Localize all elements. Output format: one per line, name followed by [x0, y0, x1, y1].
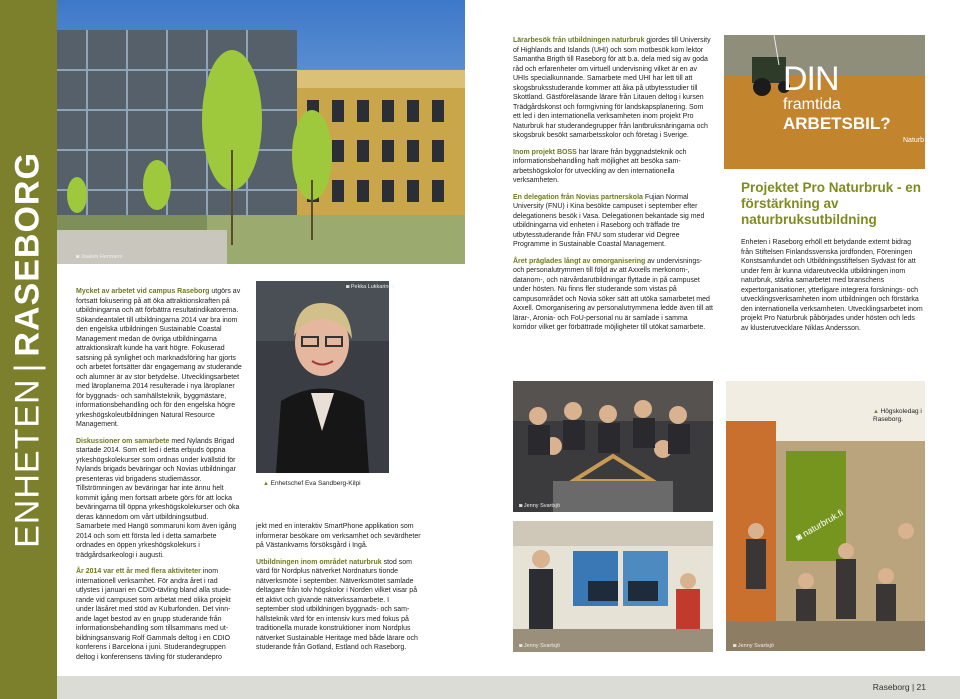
paragraph [76, 437, 242, 561]
paragraph [76, 287, 242, 430]
paragraph-lead: År 2014 var ett år med flera aktiviteter [76, 568, 201, 575]
paragraph-text: Fujian Normal University (FNU) i Kina besökte campuset i september efter delegationens besök i Vasa. Delegationen bekantade sig med utbildningarna vid enheten i Raseborg och träffade tre utbytesstuderande från FNU som studerar vid Degree Programme in Sustainable Coastal Management. [513, 193, 705, 248]
students-photo [513, 381, 713, 512]
paragraph-lead: Mycket av arbetet vid campus Raseborg [76, 288, 210, 295]
booth-photo [513, 521, 713, 652]
paragraph-text: stod som värd för Nordplus nätverket Nordnaturs tionde nätverksmöte i september. Nätverksmötet samlade deltagare från tolv högskolor i Norden vilket visar på ett aktivt och givande nätverkssamarbete. I september stod utbildningen byggnads- och samhällsteknik värd för en intensiv kurs med fokus på traditionella murade konstruktioner inom Nordplus nätverket Sustainable Heritage med både lärare och studerande från Gotland, Estland och Raseborg. [256, 558, 418, 651]
fair-caption: ▲ Högskoledag i Raseborg. [873, 408, 925, 424]
section-title-separator: | [8, 362, 47, 373]
paragraph-text: har lärare från byggnadsteknik och informationsbehandling haft möjlighet att besöka samarbetshögskolor för utveckling av den internationella verksamheten. [513, 148, 687, 184]
fair-banner-text: ◙ naturbruk.fi [794, 507, 845, 542]
portrait-photo-credit: ◙ Pekka Lukkarinen [346, 284, 395, 290]
section-title-light: ENHETEN [8, 378, 47, 548]
section-title [9, 152, 48, 548]
poster-subtitle: framtida [783, 96, 841, 113]
poster-logo: Naturb [903, 137, 925, 144]
paragraph-text: gjordes till University of Highlands and Islands (UHI) och som motbesök kom lektor Samantha Brigth till Raseborg för att b.a. dela med sig av goda råd och erfarenheter om virtuell undervisning vilket är en av UHIs specialkunnande. Samarbete med UHI har lett till att skogsbruksstuderande kommer att åka på utbytesstudier till Skottland. Gästföreläsande lärare från Litauen deltog i kursen Trädgårdskonst och formgivning för landskapsplanering. Som ett led i den internationella verksamheten inom projekt Pro Naturbruk har studerandegrupper från lantbruksnäringarna och skogsbruk besökt samarbetsskolor och företag i Sverige. [513, 37, 711, 139]
fair-photo-credit: ◙ Jenny Svartsjö [733, 643, 774, 649]
poster-title: DIN [783, 60, 839, 98]
portrait-photo [256, 281, 389, 473]
page-number: Raseborg | 21 [872, 682, 926, 692]
paragraph-lead: Året präglades långt av omorganisering [513, 257, 646, 265]
paragraph [513, 148, 713, 186]
paragraph-text: utgörs av fortsatt fokusering på att öka attraktionskraften på utbildningarna och att förbättra resultatindikatorerna. Sökandeantalet till utbildningarna 2014 var bra inom den engelska utbildningen Sustainable Coastal Management medan de övriga utbildningarna attraktionskraft kunde ha varit högre. Fokuserad satsning på synlighet och marknadsföring har gjorts och arbetet fortsätter där engagemang av studerande och alumner är av stor betydelse. Utvecklingsarbetet med läroplanerna 2014 resulterade i nya läroplaner för byggnads- och samhällsteknik, byggmästare, informationsbehandling och för den engelska högre yrkeshögskoleutbildningen Natural Resource Management. [76, 288, 242, 428]
text-column-1 [76, 287, 242, 669]
paragraph [256, 558, 422, 653]
paragraph [513, 257, 713, 333]
paragraph-lead: En delegation från Novias partnerskola [513, 193, 643, 201]
portrait-caption: ▲ Enhetschef Eva Sandberg-Kilpi [263, 480, 361, 487]
paragraph [76, 567, 242, 662]
paragraph-text: inom internationell verksamhet. För andra året i rad utlystes i januari en CDIO-tävling bland alla studerande vid campuset som arbetat med olika projekt under läsåret med stöd av Kulturfonden. Det vinnande laget bestod av en grupp studerande från informationsbehandling som tillsammans med utbildningsansvarig Rolf Gammals deltog i en CDIO konferens i Barcelona i juni. Studerandegruppen deltog i konferensens tävling för studerandepro [76, 568, 232, 661]
paragraph [513, 36, 713, 141]
section-title-bold: RASEBORG [8, 152, 47, 357]
paragraph-text: med Nylands Brigad startade 2014. Som ett led i detta erbjuds öppna yrkeshögskolekurser som ordnas under kvällstid för Nylands brigads beväringar och Novias utbildningar presenteras vid brigadens studiemässor. Tillströmningen av beväringar har inte ännu helt kommit igång men fortsatt arbete görs för att locka beväringarna till öppna yrkeshögskolekurser och öka deras kännedom om vårt utbildningsutbud. Samarbete med Hangö sommaruni kom även igång 2014 och som ett första led i detta samarbete ordnades en öppen yrkeshögskolekurs i trädgårdsarkeologi i augusti. [76, 437, 240, 559]
paragraph-lead: Diskussioner om samarbete [76, 437, 170, 445]
section-heading: Projektet Pro Naturbruk - en förstärkning av naturbruksutbildning [741, 180, 922, 227]
students-photo-credit: ◙ Jenny Svartsjö [519, 503, 560, 509]
booth-photo-credit: ◙ Jenny Svartsjö [519, 643, 560, 649]
text-column-4 [741, 238, 923, 340]
campus-photo [57, 0, 465, 264]
paragraph-text: av undervisnings- och personalutrymmen till följd av att Axxells merkonom-, datanom-, och närvårdarutbildningar flyttade in på campuset under hösten. Nu finns fler studerande som vistas på campusområdet och Novia söker sätt att utöka samarbetet med Axxell. Omorganisering av personalutrymmena ledde även till att lärar-, Aronia- och FoU-personal nu är samlade i samma korridor vilket ger förbättrade möjligheter till utökat samarbete. [513, 257, 713, 331]
text-column-3 [513, 36, 713, 340]
paragraph-lead: Utbildningen inom området naturbruk [256, 558, 382, 566]
section-sidebar [0, 0, 57, 699]
poster-tagline: ARBETSBIL? [783, 114, 891, 133]
paragraph [513, 193, 713, 250]
paragraph-text: jekt med en interaktiv SmartPhone applikation som informerar besökare om verksamhet och sevärdheter på Västankvarns försöksgård i Ingå. [256, 523, 421, 549]
paragraph-lead: Lärarbesök från utbildningen naturbruk [513, 37, 645, 44]
paragraph-text: Enheten i Raseborg erhöll ett betydande externt bidrag från Stiftelsen Finlandssvenska jordfonden, Föreningen Konstsamfundet och Utbildningsstiftelsen Sydväst för att under fem år kunna vidareutveckla utbildningen inom naturbruk, stärka samarbetet med branschens expertorganisationer, ytterligare integrera forsknings- och utvecklingsverksamheten inom utbildningen och förstärka den internationella verksamheten. Utvecklingsarbetet inom projekt Pro Naturbruk påbörjades under hösten och leds av klusterutvecklare Niklas Andersson. [741, 239, 923, 332]
paragraph-lead: Inom projekt BOSS [513, 148, 577, 156]
campus-photo-credit: ◙ Joakim Hermans [76, 254, 122, 260]
paragraph [256, 522, 422, 551]
text-column-2 [256, 522, 422, 660]
page-footer [57, 676, 960, 699]
